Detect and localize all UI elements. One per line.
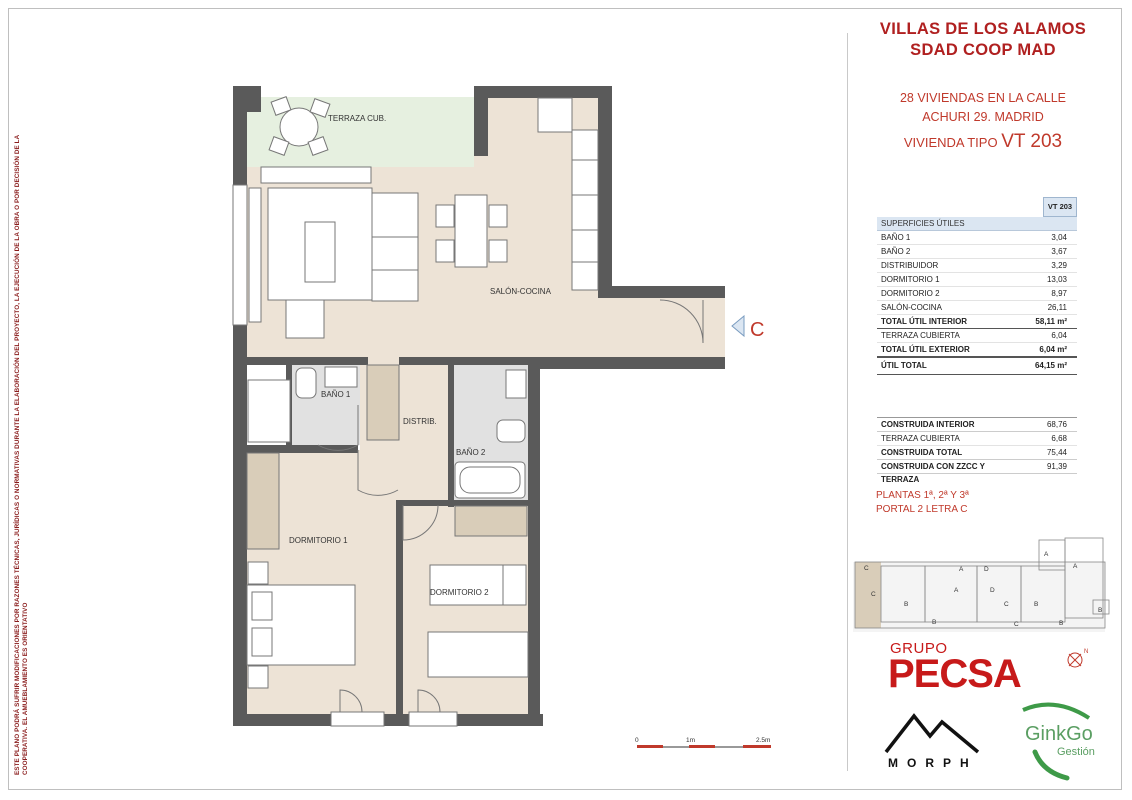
keyplan-a4: A [1073,563,1078,570]
pecsa-logo: PECSA [888,652,1021,696]
wardrobe-dorm1 [247,453,279,549]
disclaimer-line-1: ESTE PLANO PODRÁ SUFRIR MODIFICACIONES POR RAZONES TÉCNICAS, JURÍDICAS O NORMATIVAS DURANTE LA ELABORACIÓN DEL PROYECTO, LA EJECUCIÓN DE LA OBRA O POR DECISIÓN DE LA [14,134,21,775]
entry-floor [600,297,725,357]
entrance-letter: C [750,319,765,341]
table-row: DORMITORIO 2 8,97 [877,287,1077,301]
project-title-line2: SDAD COOP MAD [910,41,1056,59]
total-exterior-row: TOTAL ÚTIL EXTERIOR 6,04 m² [877,343,1077,357]
keyplan-b1: B [904,601,909,608]
scale-end: 2.5m [756,737,771,744]
scale-zero: 0 [635,737,639,744]
label-distrib: DISTRIB. [403,417,437,426]
project-title-line1: VILLAS DE LOS ALAMOS [879,20,1087,38]
vivienda-tipo [848,131,1118,153]
ginkgo-name: GinkGo [1025,723,1093,745]
disclaimer-line-2: COOPERATIVA. EL AMUEBLAMIENTO ES ORIENTATIVO [22,602,29,775]
terraza-row: TERRAZA CUBIERTA 6,04 [877,329,1077,343]
table-row: CONSTRUIDA CON ZZCC Y TERRAZA 91,39 [877,460,1077,474]
built-table [877,417,1077,484]
wardrobe-dorm2 [455,506,527,536]
keyplan-c3: C [1004,601,1009,608]
keyplan-d2: D [990,587,995,594]
keyplan-a3: A [1044,551,1049,558]
total-interior-row: TOTAL ÚTIL INTERIOR 58,11 m² [877,315,1077,329]
label-dormitorio1: DORMITORIO 1 [289,536,348,545]
label-dormitorio2: DORMITORIO 2 [430,588,489,597]
scale-bar [635,737,771,748]
label-bano1: BAÑO 1 [321,390,351,399]
tipo-prefix: VIVIENDA TIPO [903,135,998,150]
util-total-row: ÚTIL TOTAL 64,15 m² [877,357,1077,375]
keyplan-b2: B [932,619,937,626]
keyplan-d1: D [984,566,989,573]
window-dorm2 [409,712,457,726]
svg-text:N: N [1084,649,1089,655]
morph-mountain-icon [884,708,980,754]
address-line1: 28 VIVIENDAS EN LA CALLE [899,91,1067,105]
table-row: CONSTRUIDA INTERIOR 68,76 [877,418,1077,432]
wardrobe-distrib [367,365,399,440]
address-line2: ACHURI 29. MADRID [922,110,1044,124]
compass-icon [1063,644,1093,674]
ginkgo-logo [1015,700,1115,782]
grupo-logo-text: GRUPO [890,640,948,657]
morph-logo-text: MORPH [888,756,978,770]
surfaces-section-label: SUPERFICIES ÚTILES [877,217,1077,231]
table-row: DISTRIBUIDOR 3,29 [877,259,1077,273]
scale-mid: 1m [686,737,696,744]
table-row: TERRAZA CUBIERTA 6,68 [877,432,1077,446]
tipo-code: VT 203 [1001,131,1063,152]
keyplan-c4: C [1014,621,1019,628]
entrance-arrow-icon [732,316,744,336]
keyplan-c1: C [864,565,869,572]
label-terraza: TERRAZA CUB. [328,114,387,123]
keyplan-b4: B [1059,620,1064,627]
window-dorm1 [331,712,384,726]
surfaces-column-header: VT 203 [1043,197,1077,217]
keyplan-a2: A [954,587,959,594]
plantas-info [876,489,969,517]
table-row: BAÑO 2 3,67 [877,245,1077,259]
table-row: BAÑO 1 3,04 [877,231,1077,245]
ginkgo-gestion: Gestión [1057,746,1095,758]
keyplan-b5: B [1098,607,1103,614]
keyplan-a1: A [959,566,964,573]
table-row: CONSTRUIDA TOTAL 75,44 [877,446,1077,460]
table-row: DORMITORIO 1 13,03 [877,273,1077,287]
surfaces-table [877,197,1077,375]
plantas-line1: PLANTAS 1ª, 2ª Y 3ª [876,490,969,501]
plantas-line2: PORTAL 2 LETRA C [876,504,968,515]
label-salon: SALÓN-COCINA [490,287,551,296]
window-left-salon [233,185,247,325]
keyplan-c2: C [871,591,876,598]
keyplan-b3: B [1034,601,1039,608]
key-plan [853,534,1113,634]
window-terrace [261,167,371,183]
table-row: SALÓN-COCINA 26,11 [877,301,1077,315]
label-bano2: BAÑO 2 [456,448,486,457]
